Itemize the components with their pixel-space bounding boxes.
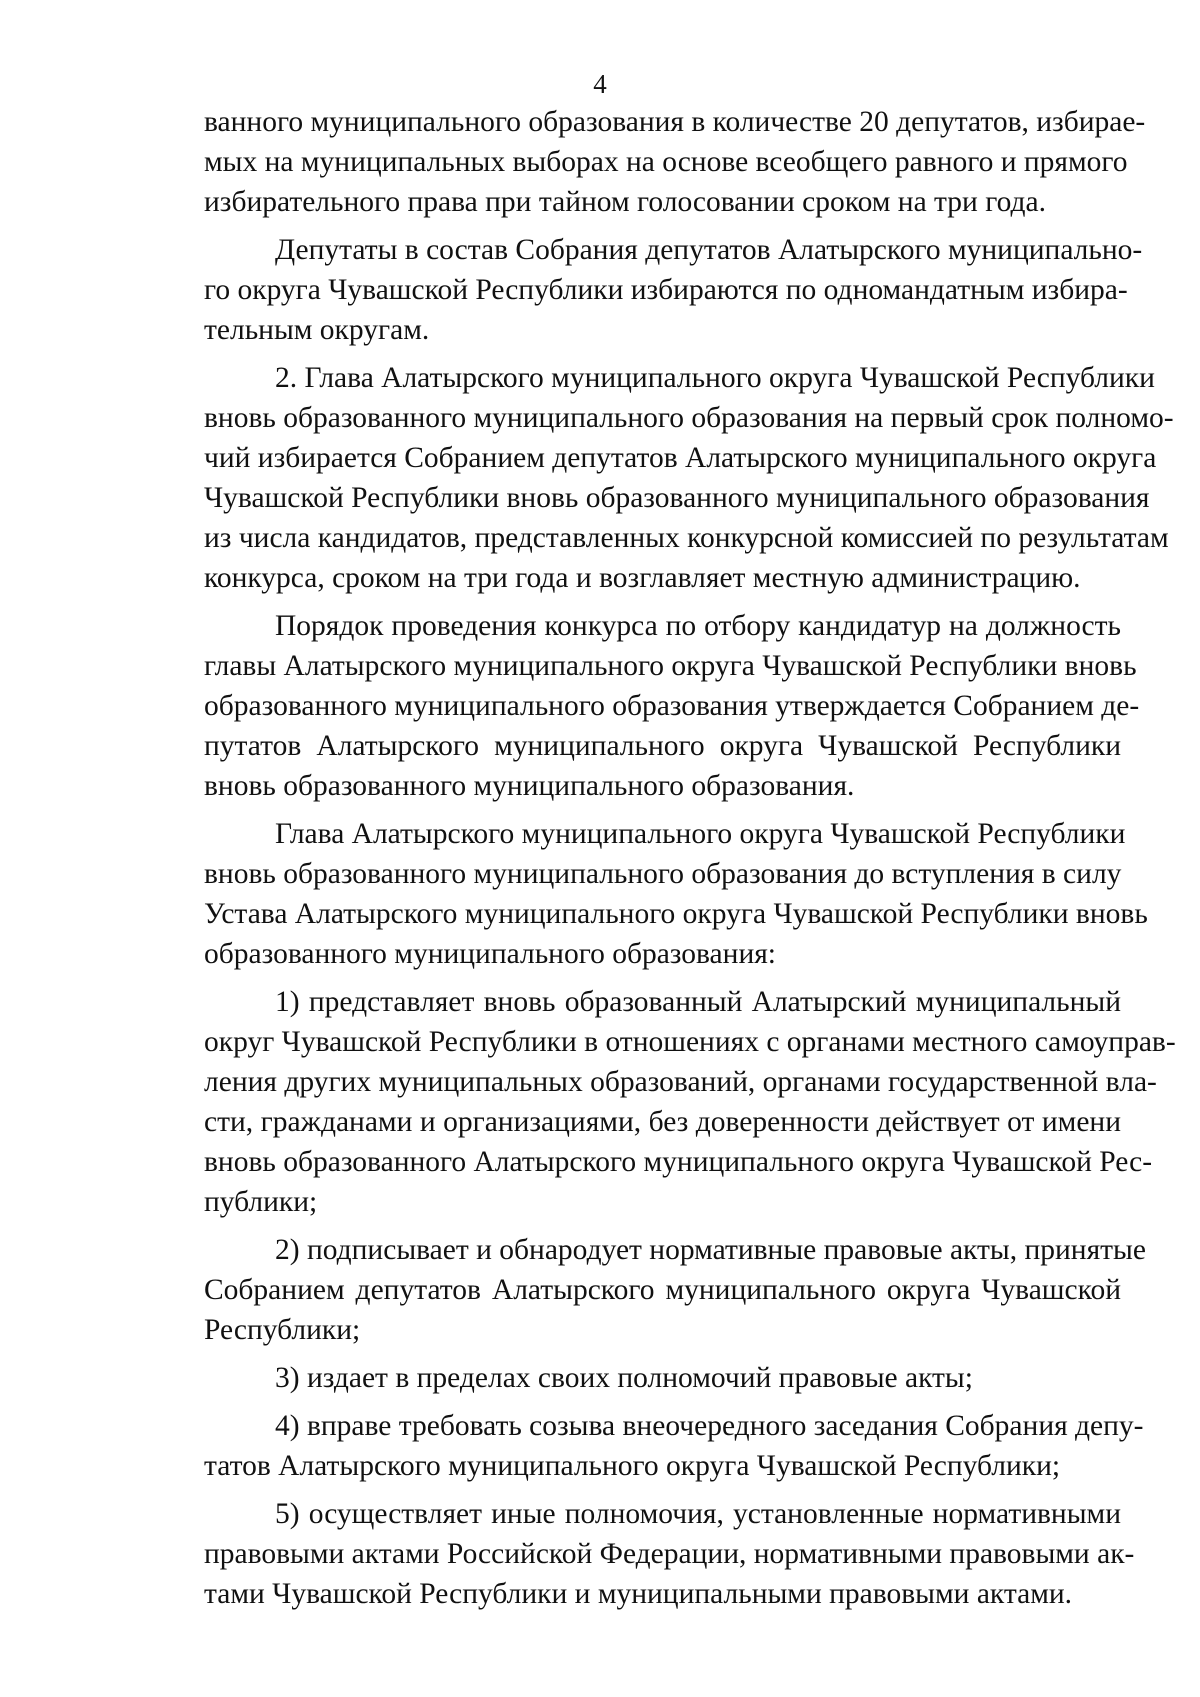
text-line: вновь образованного Алатырского муниципального округа Чувашской Рес- xyxy=(204,1146,1153,1178)
text-line: образованного муниципального образования утверждается Собранием де- xyxy=(204,690,1140,722)
text-line: округ Чувашской Республики в отношениях с органами местного самоуправ- xyxy=(204,1026,1176,1058)
paragraph xyxy=(204,358,1174,598)
text-line: татов Алатырского муниципального округа Чувашской Республики; xyxy=(204,1450,1061,1482)
text-line: 2. Глава Алатырского муниципального округа Чувашской Республики xyxy=(275,362,1155,394)
document-body xyxy=(204,102,1176,1614)
text-line: образованного муниципального образования: xyxy=(204,938,776,970)
text-line: 4) вправе требовать созыва внеочередного заседания Собрания депу- xyxy=(275,1410,1144,1442)
text-line: конкурса, сроком на три года и возглавляет местную администрацию. xyxy=(204,562,1081,594)
paragraph xyxy=(204,814,1148,974)
text-line: тами Чувашской Республики и муниципальными правовыми актами. xyxy=(204,1578,1073,1610)
text-line: путатов Алатырского муниципального округа Чувашской Республики xyxy=(204,730,1121,762)
text-line: 3) издает в пределах своих полномочий правовые акты; xyxy=(275,1362,973,1394)
text-line: 2) подписывает и обнародует нормативные правовые акты, принятые xyxy=(275,1234,1146,1266)
paragraph xyxy=(204,1406,1144,1486)
text-line: Порядок проведения конкурса по отбору кандидатур на должность xyxy=(275,610,1121,642)
text-line: ванного муниципального образования в количестве 20 депутатов, избирае- xyxy=(204,106,1146,138)
paragraph xyxy=(204,982,1176,1222)
text-line: правовыми актами Российской Федерации, нормативными правовыми ак- xyxy=(204,1538,1135,1570)
page-number: 4 xyxy=(593,69,607,99)
paragraph xyxy=(204,1494,1135,1614)
text-line: Депутаты в состав Собрания депутатов Алатырского муниципально- xyxy=(275,234,1143,266)
text-line: вновь образованного муниципального образования. xyxy=(204,770,855,802)
paragraph xyxy=(204,1230,1146,1350)
text-line: 5) осуществляет иные полномочия, установленные нормативными xyxy=(275,1498,1121,1530)
text-line: вновь образованного муниципального образования до вступления в силу xyxy=(204,858,1122,890)
text-line: вновь образованного муниципального образования на первый срок полномо- xyxy=(204,402,1174,434)
text-line: Глава Алатырского муниципального округа Чувашской Республики xyxy=(275,818,1126,850)
paragraph xyxy=(204,1358,1121,1398)
text-line: Собранием депутатов Алатырского муниципального округа Чувашской xyxy=(204,1274,1121,1306)
text-line: ления других муниципальных образований, органами государственной вла- xyxy=(204,1066,1157,1098)
text-line: Чувашской Республики вновь образованного муниципального образования xyxy=(204,482,1150,514)
text-line: публики; xyxy=(204,1186,318,1218)
text-line: сти, гражданами и организациями, без доверенности действует от имени xyxy=(204,1106,1121,1138)
text-line: го округа Чувашской Республики избираются по одномандатным избира- xyxy=(204,274,1128,306)
text-line: 1) представляет вновь образованный Алатырский муниципальный xyxy=(275,986,1121,1018)
paragraph xyxy=(204,102,1146,222)
text-line: мых на муниципальных выборах на основе всеобщего равного и прямого xyxy=(204,146,1128,178)
text-line: главы Алатырского муниципального округа Чувашской Республики вновь xyxy=(204,650,1137,682)
text-line: чий избирается Собранием депутатов Алатырского муниципального округа xyxy=(204,442,1157,474)
text-line: Республики; xyxy=(204,1314,361,1346)
text-line: из числа кандидатов, представленных конкурсной комиссией по результатам xyxy=(204,522,1169,554)
text-line: Устава Алатырского муниципального округа Чувашской Республики вновь xyxy=(204,898,1148,930)
paragraph xyxy=(204,230,1143,350)
text-line: избирательного права при тайном голосовании сроком на три года. xyxy=(204,186,1046,218)
paragraph xyxy=(204,606,1140,806)
text-line: тельным округам. xyxy=(204,314,430,346)
